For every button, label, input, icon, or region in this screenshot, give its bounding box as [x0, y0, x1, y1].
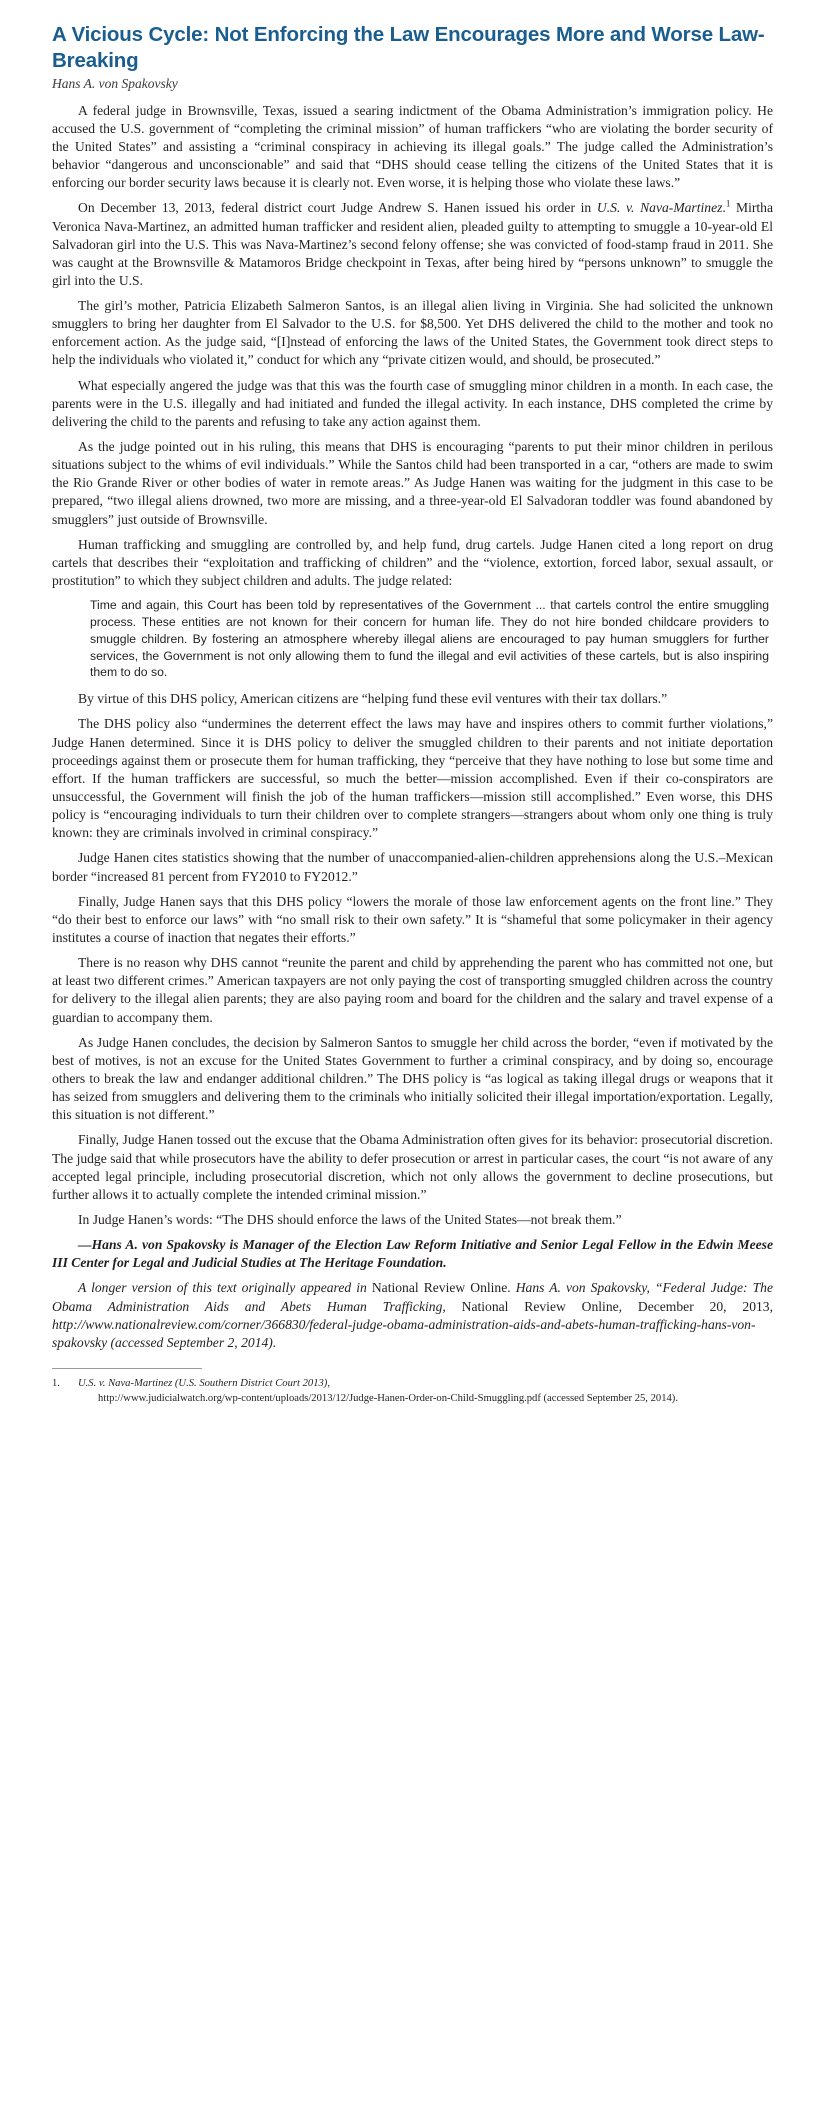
- paragraph-text: On December 13, 2013, federal district court Judge Andrew S. Hanen issued his order in U.S. v. Nava-Martinez.$^1$ Mirtha Veronica Nava-Martinez, an admitted human trafficker and resident alien, pleaded guilty to attempting to smuggle a 10-year-old El Salvadoran girl into the U.S. This was Nava-Martinez’s second felony offense; she was convicted of food-stamp fraud in 2011. She was caught at the Brownsville & Matamoros Bridge checkpoint in Texas, after being hired by “persons unknown” to smuggle the girl into the U.S.: [52, 198, 773, 288]
- body-paragraph: There is no reason why DHS cannot “reunite the parent and child by apprehending the parent who has committed not one, but at least two different crimes.” American taxpayers are not only paying the cost of transporting smuggled children across the country for delivery to the illegal alien parents; they are also paying room and board for the children and the salary and travel expense of a guardian to accompany them.: [52, 955, 773, 1025]
- body-paragraph: By virtue of this DHS policy, American citizens are “helping fund these evil ventures with their tax dollars.”: [78, 691, 668, 707]
- footnote-number: 1.: [52, 1377, 60, 1389]
- footnote-body: [78, 1376, 773, 1407]
- case-citation: U.S. v. Nava-Martinez: [596, 200, 723, 216]
- body-paragraph: What especially angered the judge was that this was the fourth case of smuggling minor children in a month. In each case, the parents were in the U.S. illegally and had initiated and funded the illegal activity. In each instance, DHS completed the crime by delivering the child to the parents and refusing to take any action against them.: [52, 377, 773, 429]
- source-note-url[interactable]: http://www.nationalreview.com/corner/366830/federal-judge-obama-administration-aids-and-abets-human-trafficking-hans-von-spakovsky (accessed September 2, 2014).: [52, 1316, 756, 1350]
- footnote-citation: U.S. v. Nava-Martinez (U.S. Southern District Court 2013),: [78, 1377, 330, 1389]
- body-paragraph: As the judge pointed out in his ruling, this means that DHS is encouraging “parents to put their minor children in perilous situations subject to the whims of evil individuals.” While the Santos child had been transported in a car, “others are made to swim the Rio Grande River or other bodies of water in remote areas.” As Judge Hanen was waiting for the judgment in this case to be prepared, “two illegal aliens drowned, two more are missing, and a three-year-old El Salvadoran toddler was found abandoned by smugglers” just outside of Brownsville.: [52, 439, 773, 527]
- body-paragraph: The DHS policy also “undermines the deterrent effect the laws may have and inspires others to commit further violations,” Judge Hanen determined. Since it is DHS policy to deliver the smuggled children to their parents and not initiate deportation proceedings against them or prosecute them for human trafficking, they “perceive that they have nothing to lose but some time and effort. If the human traffickers are successful, so much the better—mission accomplished. Even if their co-conspirators are unsuccessful, the Government will finish the job of the human traffickers—mission still accomplished.” Even worse, this DHS policy is “encouraging individuals to turn their children over to complete strangers—strangers about whom only one thing is truly known: they are criminals involved in criminal conspiracy.”: [52, 716, 773, 841]
- blockquote: Time and again, this Court has been told by representatives of the Government ... that cartels control the entire smuggling process. These entities are not known for their concern for human life. They do not hire bonded childcare providers to smuggle children. By fostering an atmosphere whereby illegal aliens are encouraged to pay human smugglers for further services, the Government is not only allowing them to fund the illegal and evil activities of these cartels, but is also inspiring them to do so.: [90, 598, 769, 680]
- footnote-reference[interactable]: 1: [725, 198, 731, 209]
- page-title: A Vicious Cycle: Not Enforcing the Law Encourages More and Worse Law-Breaking: [52, 23, 765, 72]
- footnote-url[interactable]: http://www.judicialwatch.org/wp-content/uploads/2013/12/Judge-Hanen-Order-on-Child-Smuggling.pdf (accessed September 25, 2014).: [98, 1393, 678, 1405]
- body-paragraph: A federal judge in Brownsville, Texas, issued a searing indictment of the Obama Administration’s immigration policy. He accused the U.S. government of “completing the criminal mission” of human traffickers “who are violating the border security of the United States” and assisting a “criminal conspiracy in achieving its illegal goals.” The judge called the Administration’s behavior “dangerous and unconscionable” and said that “DHS should cease telling the citizens of the United States that it is enforcing our border security laws because it is clearly not. Even worse, it is helping those who violate these laws.”: [52, 102, 773, 191]
- body-paragraph: The girl’s mother, Patricia Elizabeth Salmeron Santos, is an illegal alien living in Virginia. She had solicited the unknown smugglers to bring her daughter from El Salvador to the U.S. for $8,500. Yet DHS delivered the child to the mother and took no enforcement action. As the judge said, “[I]nstead of enforcing the laws of the United States, the Government took direct steps to help the individuals who violated it,” conduct for which any “private citizen would, and should, be prosecuted.”: [52, 298, 773, 368]
- body-paragraph: In Judge Hanen’s words: “The DHS should enforce the laws of the United States—not break them.”: [78, 1211, 622, 1227]
- body-paragraph: [52, 199, 773, 290]
- author-bio: —Hans A. von Spakovsky is Manager of the Election Law Reform Initiative and Senior Legal Fellow in the Edwin Meese III Center for Legal and Judicial Studies at The Heritage Foundation.: [52, 1237, 773, 1271]
- body-paragraph: Finally, Judge Hanen says that this DHS policy “lowers the morale of those law enforcement agents on the front line.” They “do their best to enforce our laws” with “no small risk to their own safety.” It is “shameful that some policymaker in their agency institutes a course of inaction that negates their efforts.”: [52, 893, 773, 945]
- body-paragraph: Judge Hanen cites statistics showing that the number of unaccompanied-alien-children apprehensions along the U.S.–Mexican border “increased 81 percent from FY2010 to FY2012.”: [52, 850, 773, 884]
- body-paragraph: Human trafficking and smuggling are controlled by, and help fund, drug cartels. Judge Hanen cited a long report on drug cartels that describes their “exploitation and trafficking of children” and the “violence, extortion, forced labor, sexual assault, or prostitution” to which they subject children and adults. The judge related:: [52, 536, 773, 589]
- footnote-item: [52, 1376, 773, 1407]
- body-paragraph: As Judge Hanen concludes, the decision by Salmeron Santos to smuggle her child across the border, “even if motivated by the best of motives, is not an excuse for the United States Government to further a criminal conspiracy, and by doing so, encourage others to break the law and endanger additional children.” The DHS policy is “as logical as taking illegal drugs or weapons that it has seized from smugglers and delivering them to the criminals who initially solicited their illegal importation/exportation. Legally, this situation is not different.”: [52, 1034, 773, 1123]
- footnote-divider: [52, 1368, 202, 1369]
- body-paragraph: Finally, Judge Hanen tossed out the excuse that the Obama Administration often gives for its behavior: prosecutorial discretion. The judge said that while prosecutors have the ability to defer prosecution or arrest in particular cases, the court “is not aware of any accepted legal principle, including prosecutorial discretion, which not only allows the government to decline prosecutions, but further allows it to actually complete the intended criminal mission.”: [52, 1132, 773, 1202]
- source-note-lead: A longer version of this text originally appeared in: [78, 1280, 367, 1296]
- source-note: A longer version of this text originally appeared in National Review Online. Hans A. von Spakovsky, “Federal Judge: The Obama Administration Aids and Abets Human Trafficking, National Review Online, December 20, 2013, http://www.nationalreview.com/corner/366830/federal-judge-obama-administration-aids-and-abets-human-trafficking-hans-von-spakovsky (accessed September 2, 2014).: [52, 1280, 774, 1350]
- author-byline: Hans A. von Spakovsky: [52, 75, 178, 91]
- source-note-citation: Hans A. von Spakovsky, “Federal Judge: The Obama Administration Aids and Abets Human Trafficking,: [52, 1280, 774, 1314]
